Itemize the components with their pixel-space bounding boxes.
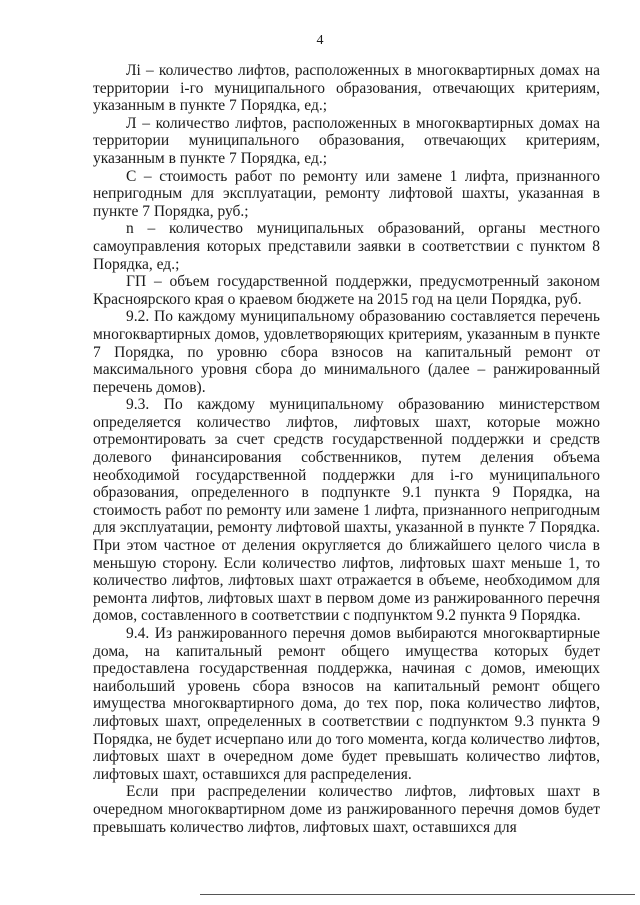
- paragraph-gp-definition: ГП – объем государственной поддержки, предусмотренный законом Красноярского края о краевом бюджете на 2015 год на цели Порядка, руб.: [93, 273, 600, 308]
- bottom-edge-line: [200, 894, 635, 895]
- paragraph-l-definition: Л – количество лифтов, расположенных в многоквартирных домах на территории муниципального образования, отвечающих критериям, указанным в пункте 7 Порядка, ед.;: [93, 114, 600, 167]
- paragraph-c-definition: С – стоимость работ по ремонту или замене 1 лифта, признанного непригодным для эксплуатации, ремонту лифтовой шахты, указанная в пункте 7 Порядка, руб.;: [93, 167, 600, 220]
- paragraph-continuation: Если при распределении количество лифтов, лифтовых шахт в очередном многоквартирном доме из ранжированного перечня домов будет превышать количество лифтов, лифтовых шахт, оставшихся для: [93, 783, 600, 836]
- paragraph-li-definition: Лi – количество лифтов, расположенных в многоквартирных домах на территории i-го муниципального образования, отвечающих критериям, указанным в пункте 7 Порядка, ед.;: [93, 62, 600, 115]
- paragraph-9-2: 9.2. По каждому муниципальному образованию составляется перечень многоквартирных домов, удовлетворяющих критериям, указанным в пункте 7 Порядка, по уровню сбора взносов на капитальный ремонт от максимального уровня сбора до минимального (далее – ранжированный перечень домов).: [93, 308, 600, 396]
- paragraph-9-4: 9.4. Из ранжированного перечня домов выбираются многоквартирные дома, на капитальный ремонт общего имущества которых будет предоставлена государственная поддержка, начиная с домов, имеющих наибольший уровень сбора взносов на капитальный ремонт общего имущества многоквартирного дома, до тех пор, пока количество лифтов, лифтовых шахт, определенных в соответствии с подпунктом 9.3 пункта 9 Порядка, не будет исчерпано или до того момента, когда количество лифтов, лифтовых шахт в очередном доме будет превышать количество лифтов, лифтовых шахт, оставшихся для распределения.: [93, 625, 600, 783]
- paragraph-n-definition: n – количество муниципальных образований, органы местного самоуправления которых представили заявки в соответствии с пунктом 8 Порядка, ед.;: [93, 220, 600, 273]
- page-number: 4: [316, 33, 324, 48]
- paragraph-9-3: 9.3. По каждому муниципальному образованию министерством определяется количество лифтов, лифтовых шахт, которые можно отремонтировать за счет средств государственной поддержки и средств долевого финансирования собственников, путем деления объема необходимой государственной поддержки для i-го муниципального образования, определенного в подпункте 9.1 пункта 9 Порядка, на стоимость работ по ремонту или замене 1 лифта, признанного непригодным для эксплуатации, ремонту лифтовой шахты, указанной в пункте 7 Порядка. При этом частное от деления округляется до ближайшего целого числа в меньшую сторону. Если количество лифтов, лифтовых шахт меньше 1, то количество лифтов, лифтовых шахт отражается в объеме, необходимом для ремонта лифтов, лифтовых шахт в первом доме из ранжированного перечня домов, составленного в соответствии с подпунктом 9.2 пункта 9 Порядка.: [93, 396, 600, 625]
- document-body: [93, 62, 600, 836]
